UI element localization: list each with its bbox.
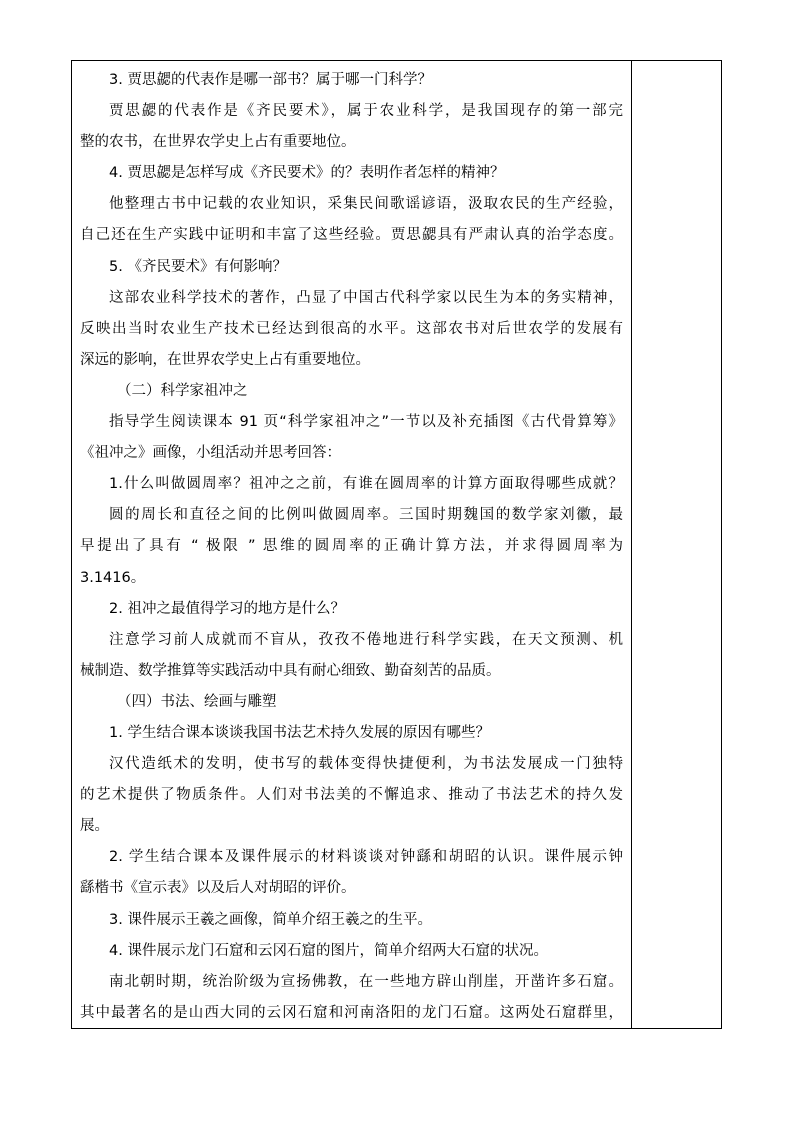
question-calligraphy-2-line-2: 繇楷书《宣示表》以及后人对胡昭的评价。 <box>80 880 356 897</box>
item-wangxizhi: 3. 课件展示王羲之画像，简单介绍王羲之的生平。 <box>109 911 432 928</box>
answer-pi-line-3: 3.1416。 <box>80 569 146 586</box>
answer-calligraphy-line-2: 的艺术提供了物质条件。人们对书法美的不懈追求、推动了书法艺术的持久发 <box>80 787 623 804</box>
answer-4-line-2: 自己还在生产实践中证明和丰富了这些经验。贾思勰具有严肃认真的治学态度。 <box>80 227 623 244</box>
question-pi-2: 2. 祖冲之最值得学习的地方是什么？ <box>109 600 345 617</box>
answer-5-line-1: 这部农业科学技术的著作，凸显了中国古代科学家以民生为本的务实精神， <box>109 289 623 306</box>
section-heading-zuchongzhi: （二）科学家祖冲之 <box>117 382 248 399</box>
question-calligraphy-2-line-1: 2. 学生结合课本及课件展示的材料谈谈对钟繇和胡昭的认识。课件展示钟 <box>109 849 623 866</box>
grottoes-line-2: 其中最著名的是山西大同的云冈石窟和河南洛阳的龙门石窟。这两处石窟群里， <box>80 1004 623 1021</box>
answer-4-line-1: 他整理古书中记载的农业知识，采集民间歌谣谚语，汲取农民的生产经验， <box>109 196 623 213</box>
section-heading-calligraphy: （四）书法、绘画与雕塑 <box>117 693 277 710</box>
instruction-line-2: 《祖冲之》画像，小组活动并思考回答： <box>80 445 341 462</box>
answer-calligraphy-line-1: 汉代造纸术的发明，使书写的载体变得快捷便利，为书法发展成一门独特 <box>109 756 623 773</box>
question-calligraphy-1: 1. 学生结合课本谈谈我国书法艺术持久发展的原因有哪些？ <box>109 724 490 741</box>
answer-pi2-line-1: 注意学习前人成就而不盲从，孜孜不倦地进行科学实践，在天文预测、机 <box>109 631 623 648</box>
answer-pi-line-2: 早提出了具有 “ 极限 ” 思维的圆周率的正确计算方法，并求得圆周率为 <box>80 538 623 555</box>
question-5: 5. 《齐民要术》有何影响？ <box>109 258 287 275</box>
answer-3-line-1: 贾思勰的代表作是《齐民要术》，属于农业科学，是我国现存的第一部完 <box>109 103 623 120</box>
document-table <box>71 60 722 1029</box>
answer-pi-line-1: 圆的周长和直径之间的比例叫做圆周率。三国时期魏国的数学家刘徽，最 <box>109 507 623 524</box>
answer-pi2-line-2: 械制造、数学推算等实践活动中具有耐心细致、勤奋刻苦的品质。 <box>80 662 501 679</box>
question-3: 3. 贾思勰的代表作是哪一部书？属于哪一门科学？ <box>109 72 432 88</box>
side-cell-empty <box>632 61 721 1028</box>
content-cell <box>72 61 632 1028</box>
answer-5-line-3: 深远的影响，在世界农学史上占有重要地位。 <box>80 351 370 368</box>
question-pi-1: 1.什么叫做圆周率？祖冲之之前，有谁在圆周率的计算方面取得哪些成就？ <box>109 476 623 493</box>
answer-calligraphy-line-3: 展。 <box>80 818 109 835</box>
question-4: 4. 贾思勰是怎样写成《齐民要术》的？表明作者怎样的精神？ <box>109 165 505 182</box>
grottoes-line-1: 南北朝时期，统治阶级为宣扬佛教，在一些地方辟山削崖，开凿许多石窟。 <box>109 973 623 990</box>
answer-5-line-2: 反映出当时农业生产技术已经达到很高的水平。这部农书对后世农学的发展有 <box>80 320 623 337</box>
item-grottoes: 4. 课件展示龙门石窟和云冈石窟的图片，简单介绍两大石窟的状况。 <box>109 942 548 959</box>
answer-3-line-2: 整的农书，在世界农学史上占有重要地位。 <box>80 134 356 151</box>
instruction-line-1: 指导学生阅读课本 91 页“科学家祖冲之”一节以及补充插图《古代骨算筹》 <box>109 414 623 431</box>
